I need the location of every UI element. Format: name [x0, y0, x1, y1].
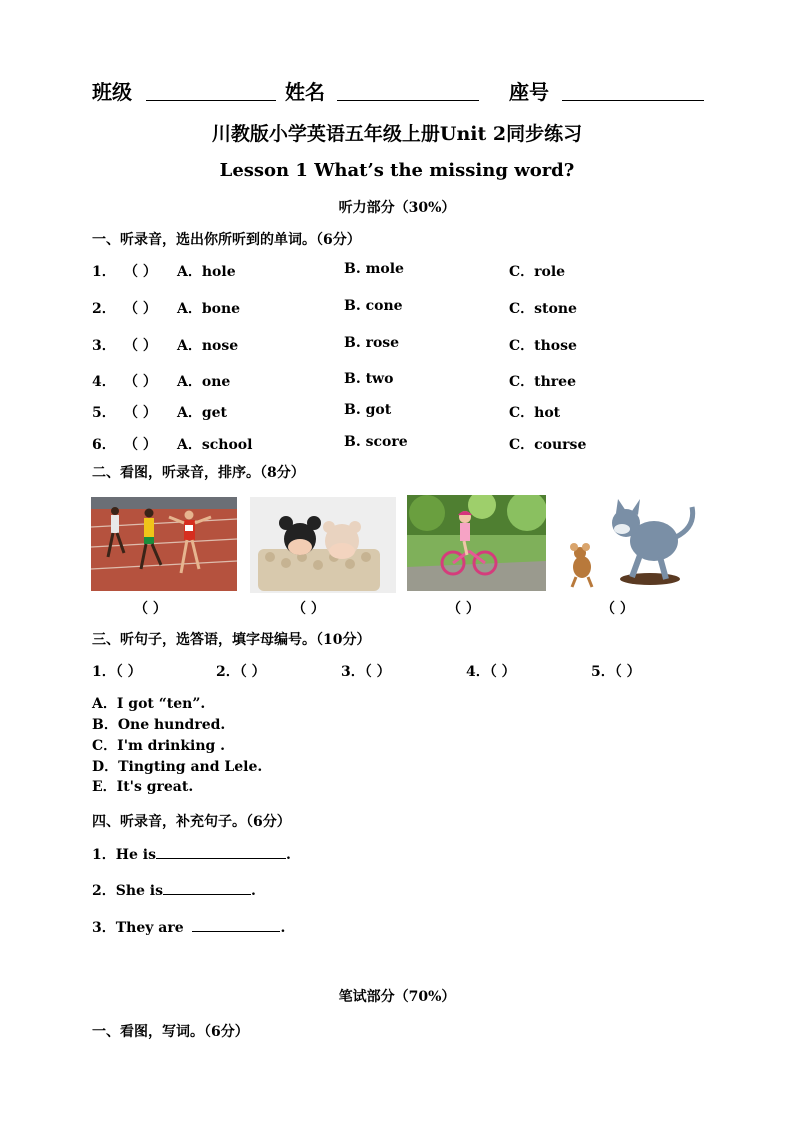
answer-option-b: B．One hundred. [92, 717, 226, 733]
part4-item-3 [92, 917, 285, 937]
picture2-order-blank[interactable]: （ ） [292, 601, 325, 617]
part3-blank-1[interactable]: 1．（ ） [92, 664, 142, 680]
class-label: 班级 [92, 80, 132, 104]
part2-heading: 二、看图，听录音，排序。（8分） [92, 465, 305, 481]
part3-blank-5[interactable]: 5．（ ） [591, 664, 641, 680]
part4-item-2 [92, 880, 256, 900]
part4-item-2-period: . [251, 883, 256, 899]
part1-q4-answer-blank[interactable]: （ ） [124, 374, 157, 390]
name-label: 姓名 [285, 80, 325, 104]
part4-item-2-prefix: 2．She is [92, 883, 164, 899]
part4-item-1-prefix: 1．He is [92, 847, 156, 863]
cat-and-mouse-picture [560, 497, 706, 593]
part1-q2-answer-blank[interactable]: （ ） [124, 301, 157, 317]
part1-q1-question-number: 1． [92, 264, 116, 280]
part1-q2-option-c: C．stone [509, 301, 577, 317]
part1-q5-option-c: C．hot [509, 405, 561, 421]
written-part1-heading: 一、看图，写词。（6分） [92, 1024, 249, 1040]
part4-item-3-blank[interactable] [192, 917, 280, 932]
part4-item-1-period: . [285, 847, 291, 863]
answer-option-d: D．Tingting and Lele. [92, 759, 263, 775]
part1-q4-option-a: A．one [177, 374, 231, 390]
part1-q6-option-c: C．course [509, 437, 587, 453]
part1-q4-question-number: 4． [92, 374, 116, 390]
part4-item-2-blank[interactable] [163, 880, 251, 895]
part1-q2-question-number: 2． [92, 301, 116, 317]
page-title: 川教版小学英语五年级上册Unit 2同步练习 [211, 123, 583, 145]
part4-item-1 [92, 844, 291, 864]
picture3-order-blank[interactable]: （ ） [447, 601, 480, 617]
babies-picture [250, 497, 396, 593]
part1-q3-answer-blank[interactable]: （ ） [124, 338, 157, 354]
part1-q2-option-b: B. cone [344, 298, 403, 314]
lesson-subtitle: Lesson 1 What’s the missing word? [219, 160, 575, 181]
part3-blank-4[interactable]: 4．（ ） [466, 664, 516, 680]
listening-section-header: 听力部分（30%） [338, 200, 456, 216]
answer-option-e: E．It's great. [92, 779, 194, 795]
part1-heading: 一、听录音，选出你所听到的单词。（6分） [92, 232, 361, 248]
part1-q3-option-c: C．those [509, 338, 577, 354]
part4-item-3-period: . [280, 920, 286, 936]
part4-item-3-prefix: 3．They are [92, 920, 189, 936]
part1-q1-answer-blank[interactable]: （ ） [124, 264, 157, 280]
answer-option-c: C．I'm drinking . [92, 738, 226, 754]
part1-q2-option-a: A．bone [177, 301, 241, 317]
written-section-header: 笔试部分（70%） [338, 989, 456, 1005]
part1-q1-option-b: B. mole [344, 261, 404, 277]
part1-q6-question-number: 6． [92, 437, 116, 453]
seat-field[interactable] [562, 80, 704, 101]
girl-cycling-picture [407, 495, 546, 591]
part1-q5-answer-blank[interactable]: （ ） [124, 405, 157, 421]
part4-heading: 四、听录音，补充句子。（6分） [92, 814, 291, 830]
class-field[interactable] [146, 80, 276, 101]
seat-label: 座号 [509, 80, 549, 104]
runners-picture [91, 497, 237, 591]
part4-item-1-blank[interactable] [156, 844, 286, 859]
answer-option-a: A．I got “ten”. [92, 696, 206, 712]
part1-q5-option-a: A．get [177, 405, 228, 421]
part3-blank-3[interactable]: 3．（ ） [341, 664, 391, 680]
picture4-order-blank[interactable]: （ ） [601, 601, 634, 617]
part1-q1-option-c: C．role [509, 264, 566, 280]
part1-q4-option-b: B. two [344, 371, 394, 387]
picture1-order-blank[interactable]: （ ） [134, 601, 167, 617]
part1-q3-option-a: A．nose [177, 338, 239, 354]
part1-q5-question-number: 5． [92, 405, 116, 421]
part1-q1-option-a: A．hole [177, 264, 236, 280]
name-field[interactable] [337, 80, 479, 101]
part1-q3-question-number: 3． [92, 338, 116, 354]
part3-blank-2[interactable]: 2．（ ） [216, 664, 266, 680]
part3-heading: 三、听句子，选答语，填字母编号。（10分） [92, 632, 371, 648]
part1-q6-answer-blank[interactable]: （ ） [124, 437, 157, 453]
part1-q4-option-c: C．three [509, 374, 576, 390]
part1-q6-option-b: B. score [344, 434, 408, 450]
part1-q6-option-a: A．school [177, 437, 253, 453]
part1-q5-option-b: B. got [344, 402, 392, 418]
part1-q3-option-b: B. rose [344, 335, 400, 351]
